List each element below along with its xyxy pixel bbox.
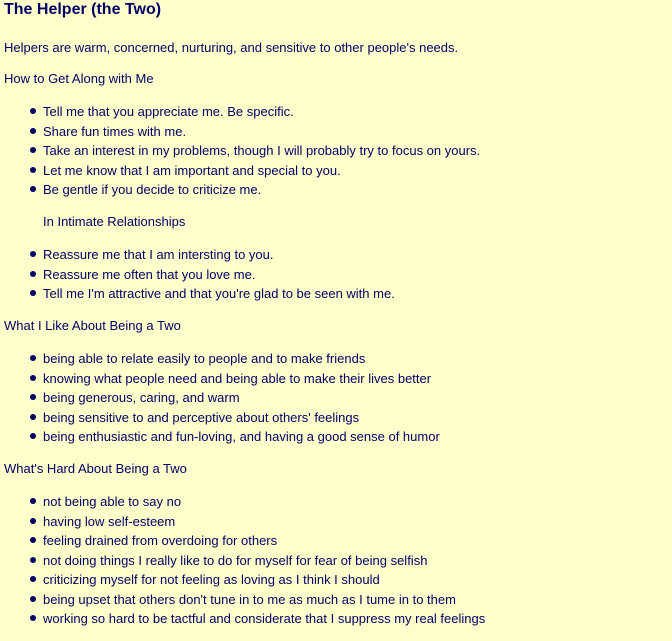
intimate-list <box>4 245 668 304</box>
list-item: not being able to say no <box>43 492 668 512</box>
list-item: working so hard to be tactful and considerate that I suppress my real feelings <box>43 609 668 629</box>
get-along-heading: How to Get Along with Me <box>4 70 154 86</box>
list-item: Reassure me that I am intersting to you. <box>43 245 668 265</box>
intimate-heading: In Intimate Relationships <box>43 213 186 229</box>
list-item: Reassure me often that you love me. <box>43 265 668 285</box>
like-list <box>4 349 668 447</box>
list-item: Tell me that you appreciate me. Be specific. <box>43 102 668 122</box>
like-heading: What I Like About Being a Two <box>4 317 181 333</box>
get-along-list <box>4 102 668 200</box>
list-item: Let me know that I am important and special to you. <box>43 161 668 181</box>
hard-heading: What's Hard About Being a Two <box>4 460 187 476</box>
list-item: knowing what people need and being able to make their lives better <box>43 369 668 389</box>
list-item: being enthusiastic and fun-loving, and having a good sense of humor <box>43 427 668 447</box>
list-item: criticizing myself for not feeling as loving as I think I should <box>43 570 668 590</box>
list-item: feeling drained from overdoing for others <box>43 531 668 551</box>
list-item: Share fun times with me. <box>43 122 668 142</box>
intro-text: Helpers are warm, concerned, nurturing, and sensitive to other people's needs. <box>4 40 459 55</box>
list-item: not doing things I really like to do for myself for fear of being selfish <box>43 551 668 571</box>
list-item: having low self-esteem <box>43 512 668 532</box>
list-item: Take an interest in my problems, though I will probably try to focus on yours. <box>43 141 668 161</box>
hard-list <box>4 492 668 629</box>
list-item: being generous, caring, and warm <box>43 388 668 408</box>
list-item: Be gentle if you decide to criticize me. <box>43 180 668 200</box>
list-item: being upset that others don't tune in to me as much as I tume in to them <box>43 590 668 610</box>
list-item: Tell me I'm attractive and that you're glad to be seen with me. <box>43 284 668 304</box>
page-title: The Helper (the Two) <box>4 1 162 18</box>
list-item: being sensitive to and perceptive about others' feelings <box>43 408 668 428</box>
list-item: being able to relate easily to people and to make friends <box>43 349 668 369</box>
